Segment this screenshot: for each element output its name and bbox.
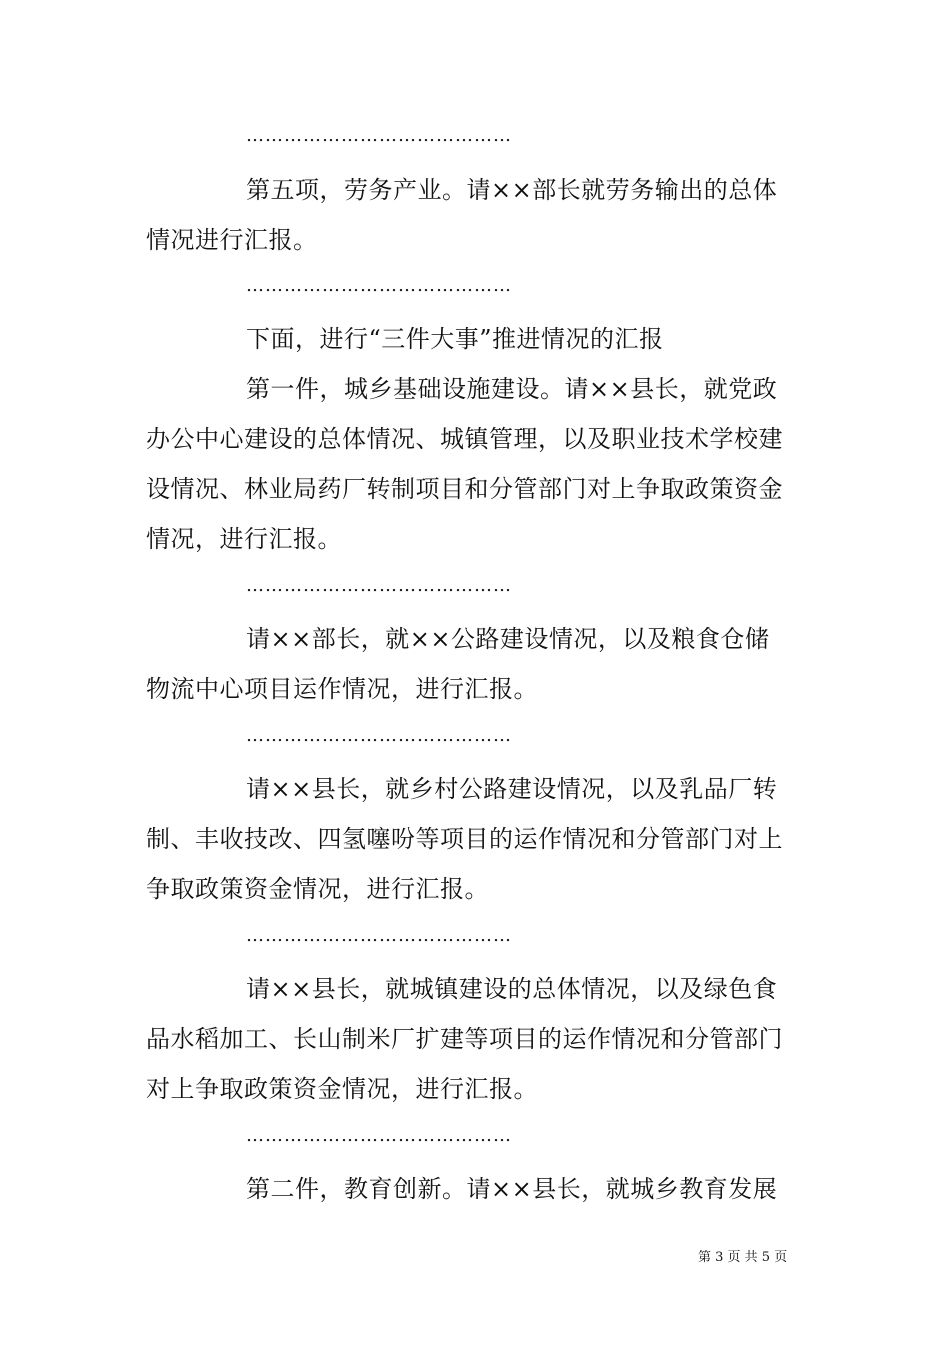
paragraph-line: 情况进行汇报。	[146, 226, 318, 254]
paragraph-line: 下面，进行“三件大事”推进情况的汇报	[246, 325, 664, 353]
ellipsis-separator: ……………………………………	[246, 275, 512, 296]
paragraph-line: 请××县长，就城镇建设的总体情况，以及绿色食	[246, 975, 778, 1003]
paragraph-line: 物流中心项目运作情况，进行汇报。	[146, 675, 538, 703]
paragraph-line: 第五项，劳务产业。请××部长就劳务输出的总体	[246, 176, 778, 204]
paragraph-line: 请××部长，就××公路建设情况，以及粮食仓储	[246, 625, 770, 653]
paragraph-line: 第一件，城乡基础设施建设。请××县长，就党政	[246, 375, 778, 403]
paragraph-line: 请××县长，就乡村公路建设情况，以及乳品厂转	[246, 775, 778, 803]
ellipsis-separator: ……………………………………	[246, 575, 512, 596]
ellipsis-separator: ……………………………………	[246, 725, 512, 746]
paragraph-line: 对上争取政策资金情况，进行汇报。	[146, 1075, 538, 1103]
ellipsis-separator: ……………………………………	[246, 925, 512, 946]
paragraph-line: 品水稻加工、长山制米厂扩建等项目的运作情况和分管部门	[146, 1025, 783, 1053]
paragraph-line: 争取政策资金情况，进行汇报。	[146, 875, 489, 903]
ellipsis-separator: ……………………………………	[246, 1125, 512, 1146]
page-number: 第 3 页 共 5 页	[698, 1250, 788, 1265]
paragraph-line: 第二件，教育创新。请××县长，就城乡教育发展	[246, 1175, 778, 1203]
paragraph-line: 制、丰收技改、四氢噻吩等项目的运作情况和分管部门对上	[146, 825, 783, 853]
paragraph-line: 情况，进行汇报。	[146, 525, 342, 553]
paragraph-line: 办公中心建设的总体情况、城镇管理，以及职业技术学校建	[146, 425, 783, 453]
paragraph-line: 设情况、林业局药厂转制项目和分管部门对上争取政策资金	[146, 475, 783, 503]
ellipsis-separator: ……………………………………	[246, 125, 512, 146]
